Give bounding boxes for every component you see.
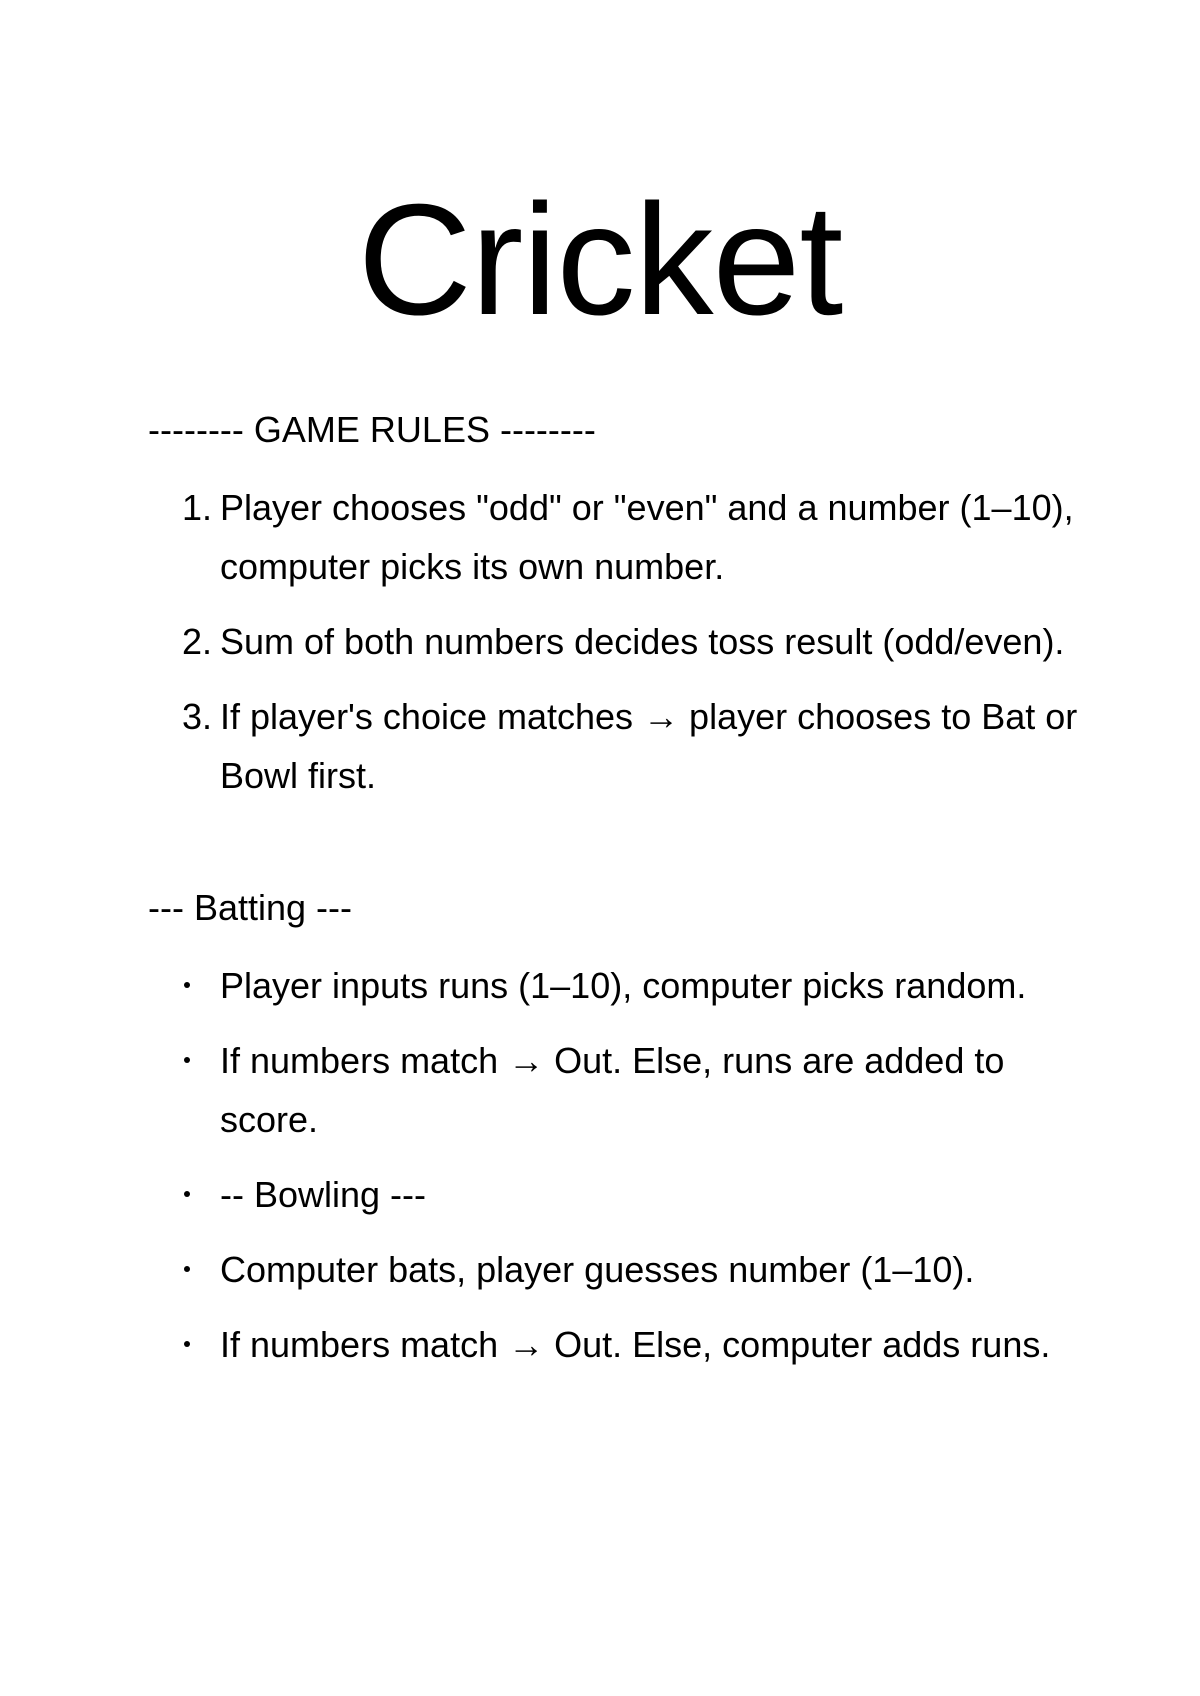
numbered-rules-list [148, 478, 1108, 821]
rule-text: If player's choice matches → player chooses to Bat or Bowl first. [220, 696, 1078, 796]
rule-text: Sum of both numbers decides toss result (odd/even). [220, 621, 1065, 662]
bullet-dot-icon [184, 1266, 190, 1272]
list-number: 1. [182, 487, 213, 528]
rule-text: Player inputs runs (1–10), computer picks random. [220, 965, 1027, 1006]
list-number: 2. [182, 621, 213, 662]
bullet-dot-icon [184, 1191, 190, 1197]
rule-text: If numbers match → Out. Else, computer adds runs. [220, 1324, 1051, 1365]
numbered-rule-item [148, 478, 1108, 596]
bullet-rule-item [148, 956, 1108, 1015]
batting-heading: --- Batting --- [148, 887, 353, 928]
numbered-rule-item [148, 687, 1108, 805]
numbered-rule-item [148, 612, 1108, 671]
rule-text: If numbers match → Out. Else, runs are added to score. [220, 1040, 1005, 1140]
page-title: Cricket [357, 172, 843, 348]
bullet-rule-item [148, 1240, 1108, 1299]
game-rules-heading: -------- GAME RULES -------- [148, 409, 596, 450]
bullet-rule-item [148, 1315, 1108, 1374]
rule-text: Computer bats, player guesses number (1–10). [220, 1249, 975, 1290]
bullet-rule-item [148, 1031, 1108, 1149]
bullet-rule-item [148, 1165, 1108, 1224]
rule-text: -- Bowling --- [220, 1174, 427, 1215]
rule-text: Player chooses "odd" or "even" and a number (1–10), computer picks its own number. [220, 487, 1074, 587]
list-number: 3. [182, 696, 213, 737]
bullet-dot-icon [184, 982, 190, 988]
bullet-dot-icon [184, 1057, 190, 1063]
bullet-rules-list [148, 956, 1108, 1390]
bullet-dot-icon [184, 1341, 190, 1347]
